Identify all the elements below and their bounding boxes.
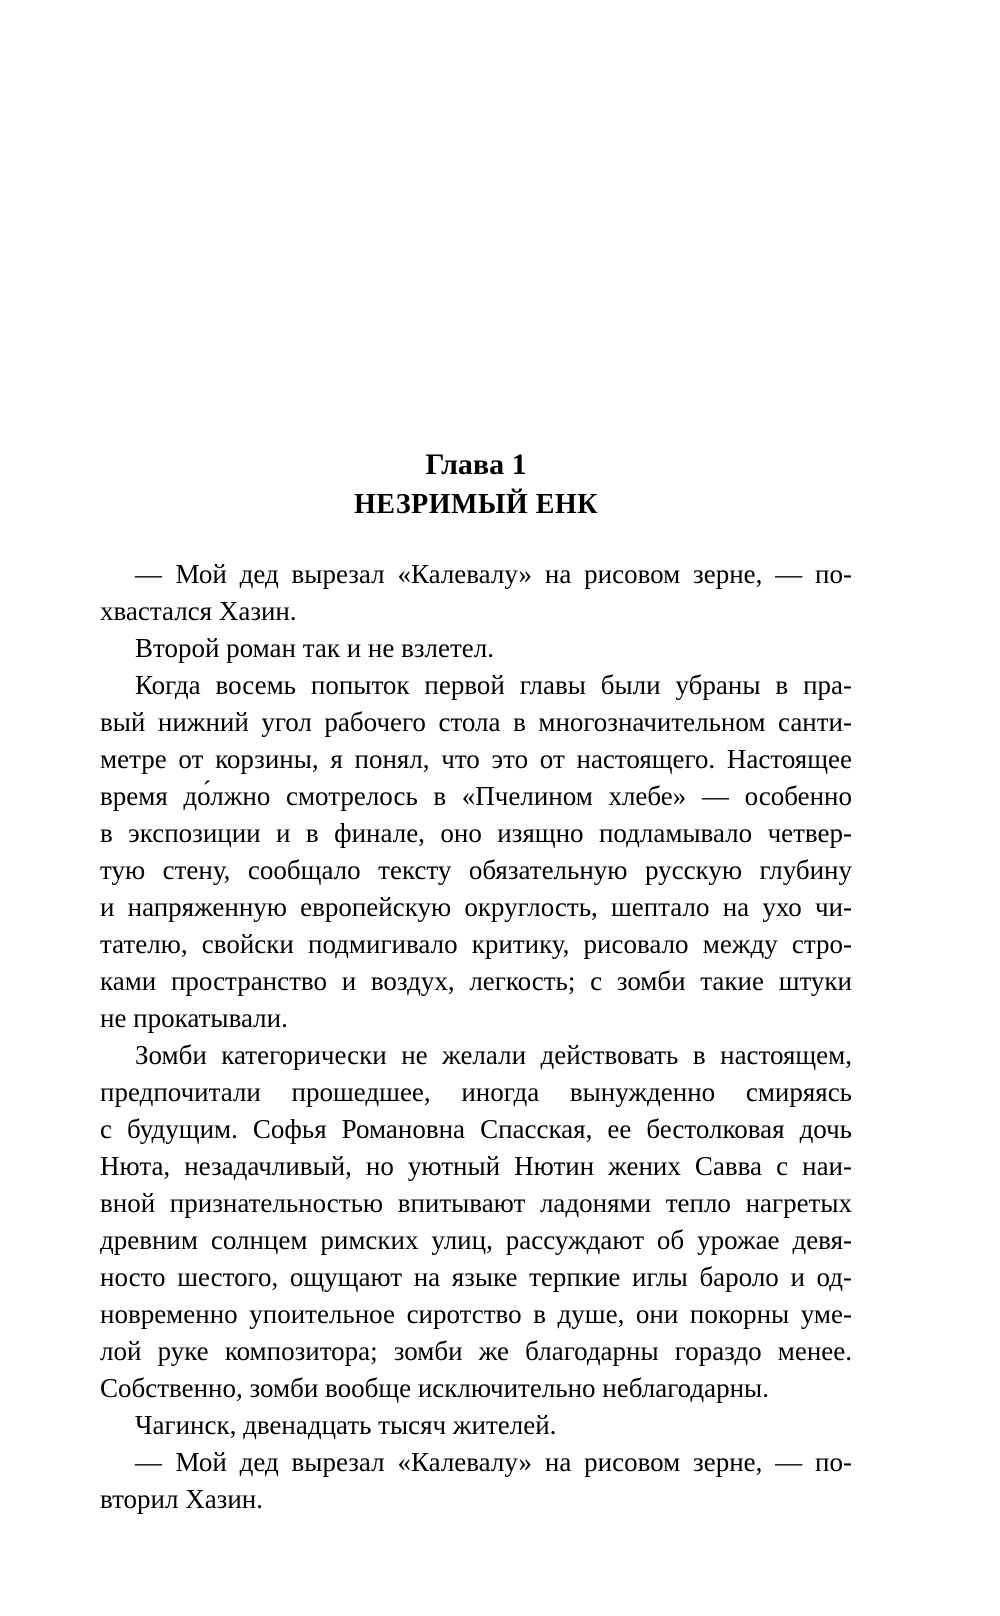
text-line: хвастался Хазин.: [100, 596, 297, 626]
text-line: новременно упоительное сиротство в душе, они покорны уме-: [100, 1299, 852, 1329]
text-block: [100, 0, 852, 1518]
text-line: лой руке композитора; зомби же благодарны гораздо менее.: [100, 1336, 852, 1366]
text-line: вной признательностью впитывают ладонями тепло нагретых: [100, 1188, 852, 1218]
text-line: время до́лжно смотрелось в «Пчелином хлебе» — особенно: [100, 781, 852, 811]
text-line: ками пространство и воздух, легкость; с зомби такие штуки: [100, 966, 852, 996]
text-line: с будущим. Софья Романовна Спасская, ее бестолковая дочь: [100, 1114, 852, 1144]
paragraph: [100, 1407, 852, 1444]
text-line: древним солнцем римских улиц, рассуждают об урожае девя-: [100, 1225, 852, 1255]
text-line: не прокатывали.: [100, 1003, 288, 1033]
text-line: носто шестого, ощущают на языке терпкие иглы бароло и од-: [100, 1262, 852, 1292]
text-line: Зомби категорически не желали действовать в настоящем,: [135, 1040, 852, 1070]
text-line: в экспозиции и в финале, оно изящно подламывало четвер-: [100, 818, 852, 848]
paragraph: [100, 630, 852, 667]
text-line: метре от корзины, я понял, что это от настоящего. Настоящее: [100, 744, 852, 774]
text-line: тателю, свойски подмигивало критику, рисовало между стро-: [100, 929, 852, 959]
text-line: Когда восемь попыток первой главы были убраны в пра-: [135, 670, 852, 700]
page-body: [100, 556, 852, 1518]
paragraph: [100, 556, 852, 630]
chapter-title: Глава 1: [425, 448, 527, 481]
paragraph: [100, 1444, 852, 1518]
text-line: Нюта, незадачливый, но уютный Нютин жених Савва с наи-: [100, 1151, 852, 1181]
text-line: предпочитали прошедшее, иногда вынужденно смиряясь: [100, 1077, 852, 1107]
text-line: Чагинск, двенадцать тысяч жителей.: [135, 1410, 557, 1440]
paragraph: [100, 667, 852, 1037]
text-line: Второй роман так и не взлетел.: [135, 633, 494, 663]
text-line: — Мой дед вырезал «Калевалу» на рисовом зерне, — по-: [135, 559, 852, 589]
text-line: и напряженную европейскую округлость, шептало на ухо чи-: [100, 892, 852, 922]
text-line: тую стену, сообщало тексту обязательную русскую глубину: [100, 855, 852, 885]
text-line: вторил Хазин.: [100, 1484, 263, 1514]
paragraph: [100, 1037, 852, 1407]
chapter-subtitle: НЕЗРИМЫЙ ЕНК: [354, 489, 598, 520]
text-line: вый нижний угол рабочего стола в многозначительном санти-: [100, 707, 852, 737]
text-line: — Мой дед вырезал «Калевалу» на рисовом зерне, — по-: [135, 1447, 852, 1477]
text-line: Собственно, зомби вообще исключительно неблагодарны.: [100, 1373, 769, 1403]
